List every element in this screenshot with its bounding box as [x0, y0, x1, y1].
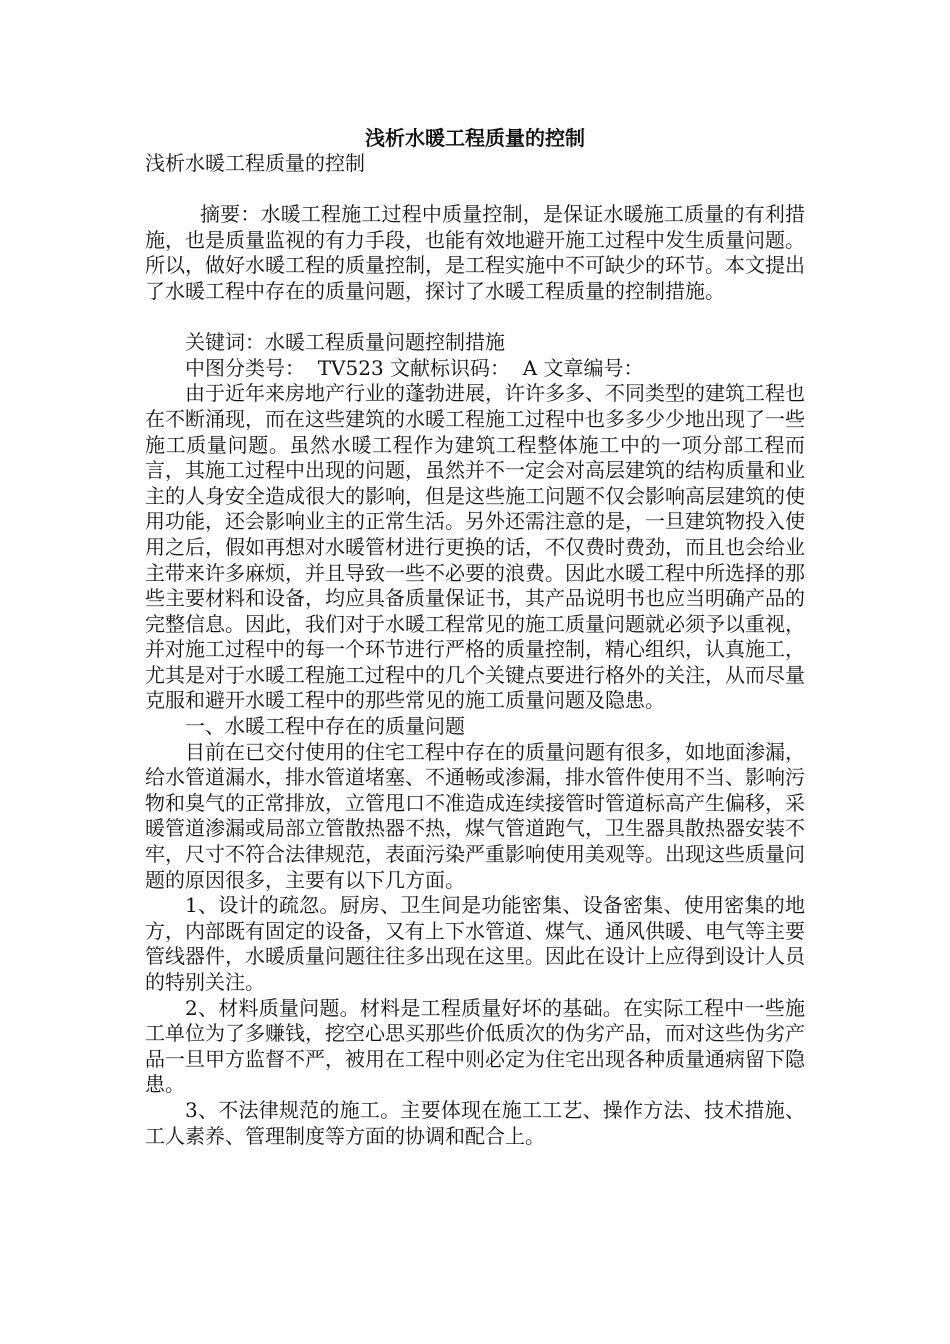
intro-paragraph: 由于近年来房地产行业的蓬勃进展，许许多多、不同类型的建筑工程也在不断涌现，而在这些建筑的水暖工程施工过程中也多多少少地出现了一些施工质量问题。虽然水暖工程作为建筑工程整体施工中的一项分部工程而言，其施工过程中出现的问题，虽然并不一定会对高层建筑的结构质量和业主的人身安全造成很大的影响，但是这些施工问题不仅会影响高层建筑的使用功能，还会影响业主的正常生活。另外还需注意的是，一旦建筑物投入使用之后，假如再想对水暖管材进行更换的话，不仅费时费劲，而且也会给业主带来许多麻烦，并且导致一些不必要的浪费。因此水暖工程中所选择的那些主要材料和设备，均应具备质量保证书，其产品说明书也应当明确产品的完整信息。因此，我们对于水暖工程常见的施工质量问题就必须予以重视，并对施工过程中的每一个环节进行严格的质量控制，精心组织，认真施工，尤其是对于水暖工程施工过程中的几个关键点要进行格外的关注，从而尽量克服和避开水暖工程中的那些常见的施工质量问题及隐患。 — [145, 381, 805, 713]
point-paragraph-2: 2、材料质量问题。材料是工程质量好坏的基础。在实际工程中一些施工单位为了多赚钱，挖空心思买那些价低质次的伪劣产品，而对这些伪劣产品一旦甲方监督不严，被用在工程中则必定为住宅出现各种质量通病留下隐患。 — [145, 995, 805, 1097]
point-paragraph-1: 1、设计的疏忽。厨房、卫生间是功能密集、设备密集、使用密集的地方，内部既有固定的设备，又有上下水管道、煤气、通风供暖、电气等主要管线器件，水暖质量问题往往多出现在这里。因此在设计上应得到设计人员的特别关注。 — [145, 893, 805, 994]
keywords-line: 关键词：水暖工程质量问题控制措施 — [185, 330, 505, 355]
document-subtitle: 浅析水暖工程质量的控制 — [145, 151, 365, 175]
blank-line — [145, 177, 805, 203]
document-title: 浅析水暖工程质量的控制 — [365, 126, 585, 150]
section-paragraph: 目前在已交付使用的住宅工程中存在的质量问题有很多，如地面渗漏，给水管道漏水，排水管道堵塞、不通畅或渗漏，排水管件使用不当、影响污物和臭气的正常排放，立管甩口不准造成连续接管时管道标高产生偏移，采暖管道渗漏或局部立管散热器不热，煤气管道跑气，卫生器具散热器安装不牢，尺寸不符合法律规范，表面污染严重影响使用美观等。出现这些质量问题的原因很多，主要有以下几方面。 — [145, 739, 805, 892]
blank-line — [145, 305, 805, 331]
section-heading: 一、水暖工程中存在的质量问题 — [185, 714, 465, 739]
classification-line: 中图分类号： TV523 文献标识码： A 文章编号： — [185, 355, 644, 380]
document-body — [145, 151, 805, 1149]
point-paragraph-3: 3、不法律规范的施工。主要体现在施工工艺、操作方法、技术措施、工人素养、管理制度等方面的协调和配合上。 — [145, 1097, 805, 1148]
abstract-paragraph: 摘要：水暖工程施工过程中质量控制，是保证水暖施工质量的有利措施，也是质量监视的有力手段，也能有效地避开施工过程中发生质量问题。所以，做好水暖工程的质量控制，是工程实施中不可缺少的环节。本文提出了水暖工程中存在的质量问题，探讨了水暖工程质量的控制措施。 — [145, 202, 805, 303]
